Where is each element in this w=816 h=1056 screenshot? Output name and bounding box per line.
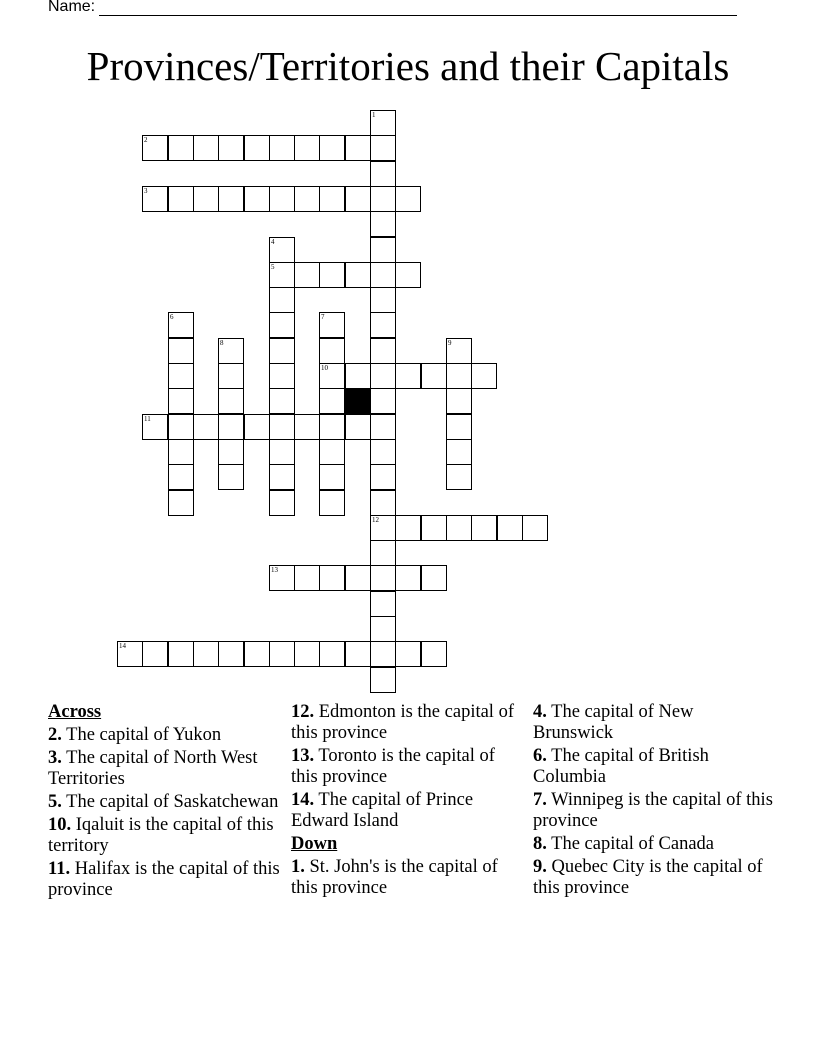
grid-cell[interactable] xyxy=(319,363,345,389)
clue-text: The capital of New Brunswick xyxy=(533,702,694,743)
grid-cell[interactable] xyxy=(370,363,396,389)
grid-cell[interactable] xyxy=(319,464,345,490)
clue-number: 4. xyxy=(533,702,547,722)
grid-cell[interactable] xyxy=(168,464,194,490)
grid-cell[interactable] xyxy=(269,363,295,389)
grid-cell[interactable] xyxy=(446,414,472,440)
clue-number: 9. xyxy=(533,857,547,877)
grid-cell[interactable] xyxy=(370,312,396,338)
clue-across-12 xyxy=(291,702,523,744)
grid-cell[interactable] xyxy=(319,565,345,591)
clue-across-2 xyxy=(48,725,280,746)
grid-cell[interactable] xyxy=(370,439,396,465)
clue-text: The capital of British Columbia xyxy=(533,746,709,787)
grid-cell[interactable] xyxy=(319,186,345,212)
clue-text: St. John's is the capital of this province xyxy=(291,857,498,898)
clue-across-5 xyxy=(48,792,280,813)
grid-cell[interactable] xyxy=(244,135,270,161)
clue-number: 12. xyxy=(291,702,315,722)
name-label: Name: xyxy=(48,0,96,15)
grid-cell[interactable] xyxy=(395,641,421,667)
cell-number: 1 xyxy=(372,111,376,119)
clues-column-2 xyxy=(291,702,523,901)
grid-cell[interactable] xyxy=(269,135,295,161)
grid-cell[interactable] xyxy=(168,414,194,440)
cell-number: 11 xyxy=(144,415,151,423)
clue-number: 6. xyxy=(533,746,547,766)
clue-down-4 xyxy=(533,702,773,744)
grid-cell[interactable] xyxy=(395,363,421,389)
cell-number: 4 xyxy=(271,238,275,246)
grid-cell[interactable] xyxy=(345,565,371,591)
clue-down-1 xyxy=(291,857,523,899)
grid-cell[interactable] xyxy=(421,565,447,591)
clue-across-14 xyxy=(291,790,523,832)
grid-cell[interactable] xyxy=(345,641,371,667)
grid-cell[interactable] xyxy=(269,262,295,288)
clue-text: The capital of Saskatchewan xyxy=(66,792,279,812)
clue-across-10 xyxy=(48,815,280,857)
grid-cell[interactable] xyxy=(345,135,371,161)
clue-text: Winnipeg is the capital of this province xyxy=(533,790,773,831)
grid-cell[interactable] xyxy=(319,641,345,667)
grid-cell[interactable] xyxy=(269,464,295,490)
cell-number: 5 xyxy=(271,263,275,271)
cell-number: 8 xyxy=(220,339,224,347)
grid-cell[interactable] xyxy=(370,161,396,187)
grid-cell[interactable] xyxy=(319,439,345,465)
grid-cell[interactable] xyxy=(471,515,497,541)
clue-number: 5. xyxy=(48,792,62,812)
grid-cell[interactable] xyxy=(269,186,295,212)
cell-number: 9 xyxy=(448,339,452,347)
grid-cell[interactable] xyxy=(345,186,371,212)
clue-text: Toronto is the capital of this province xyxy=(291,746,495,787)
clue-text: The capital of Prince Edward Island xyxy=(291,790,474,831)
grid-cell[interactable] xyxy=(370,186,396,212)
grid-cell[interactable] xyxy=(370,515,396,541)
grid-cell[interactable] xyxy=(269,287,295,313)
grid-cell[interactable] xyxy=(319,490,345,516)
grid-cell[interactable] xyxy=(319,262,345,288)
clue-down-6 xyxy=(533,746,773,788)
grid-cell[interactable] xyxy=(269,388,295,414)
grid-cell[interactable] xyxy=(345,414,371,440)
grid-cell[interactable] xyxy=(294,565,320,591)
grid-cell[interactable] xyxy=(142,186,168,212)
grid-cell[interactable] xyxy=(370,490,396,516)
grid-cell[interactable] xyxy=(319,414,345,440)
grid-cell[interactable] xyxy=(446,363,472,389)
grid-cell[interactable] xyxy=(395,565,421,591)
clue-number: 8. xyxy=(533,834,547,854)
grid-cell[interactable] xyxy=(168,439,194,465)
grid-cell[interactable] xyxy=(370,338,396,364)
grid-cell[interactable] xyxy=(395,262,421,288)
grid-cell[interactable] xyxy=(117,641,143,667)
grid-cell[interactable] xyxy=(294,186,320,212)
clue-number: 14. xyxy=(291,790,315,810)
grid-cell[interactable] xyxy=(244,641,270,667)
grid-cell[interactable] xyxy=(370,414,396,440)
grid-cell[interactable] xyxy=(269,338,295,364)
clue-text: Edmonton is the capital of this province xyxy=(291,702,514,743)
grid-cell[interactable] xyxy=(218,414,244,440)
clue-text: The capital of North West Territories xyxy=(48,748,258,789)
grid-cell[interactable] xyxy=(370,667,396,693)
grid-cell[interactable] xyxy=(269,641,295,667)
grid-cell[interactable] xyxy=(370,110,396,136)
grid-cell[interactable] xyxy=(497,515,523,541)
grid-cell[interactable] xyxy=(446,464,472,490)
grid-cell[interactable] xyxy=(168,490,194,516)
grid-cell[interactable] xyxy=(370,287,396,313)
grid-cell[interactable] xyxy=(269,490,295,516)
grid-cell[interactable] xyxy=(269,237,295,263)
cell-number: 10 xyxy=(321,364,328,372)
grid-cell[interactable] xyxy=(395,515,421,541)
grid-cell[interactable] xyxy=(446,439,472,465)
clue-number: 1. xyxy=(291,857,305,877)
black-cell xyxy=(345,388,371,414)
grid-cell[interactable] xyxy=(168,641,194,667)
grid-cell[interactable] xyxy=(446,388,472,414)
grid-cell[interactable] xyxy=(142,641,168,667)
grid-cell[interactable] xyxy=(244,414,270,440)
grid-cell[interactable] xyxy=(522,515,548,541)
grid-cell[interactable] xyxy=(294,135,320,161)
clue-down-7 xyxy=(533,790,773,832)
clue-number: 11. xyxy=(48,859,71,879)
grid-cell[interactable] xyxy=(168,135,194,161)
grid-cell[interactable] xyxy=(370,211,396,237)
cell-number: 14 xyxy=(119,642,126,650)
clue-text: The capital of Yukon xyxy=(66,725,222,745)
grid-cell[interactable] xyxy=(421,363,447,389)
grid-cell[interactable] xyxy=(193,641,219,667)
grid-cell[interactable] xyxy=(319,312,345,338)
grid-cell[interactable] xyxy=(446,338,472,364)
clues-column-1 xyxy=(48,702,280,903)
grid-cell[interactable] xyxy=(269,312,295,338)
grid-cell[interactable] xyxy=(370,135,396,161)
grid-cell[interactable] xyxy=(269,414,295,440)
grid-cell[interactable] xyxy=(218,388,244,414)
clue-text: The capital of Canada xyxy=(551,834,714,854)
grid-cell[interactable] xyxy=(218,641,244,667)
cell-number: 6 xyxy=(170,313,174,321)
clue-down-9 xyxy=(533,857,773,899)
grid-cell[interactable] xyxy=(142,135,168,161)
clue-number: 3. xyxy=(48,748,62,768)
grid-cell[interactable] xyxy=(193,135,219,161)
grid-cell[interactable] xyxy=(269,439,295,465)
across-heading: Across xyxy=(48,702,102,722)
grid-cell[interactable] xyxy=(193,414,219,440)
down-heading: Down xyxy=(291,834,338,854)
grid-cell[interactable] xyxy=(168,186,194,212)
clue-across-13 xyxy=(291,746,523,788)
grid-cell[interactable] xyxy=(244,186,270,212)
clue-text: Iqaluit is the capital of this territory xyxy=(48,815,274,856)
grid-cell[interactable] xyxy=(446,515,472,541)
grid-cell[interactable] xyxy=(294,262,320,288)
cell-number: 7 xyxy=(321,313,325,321)
grid-cell[interactable] xyxy=(370,616,396,642)
cell-number: 2 xyxy=(144,136,148,144)
grid-cell[interactable] xyxy=(395,186,421,212)
clue-text: Quebec City is the capital of this province xyxy=(533,857,763,898)
grid-cell[interactable] xyxy=(471,363,497,389)
clue-across-11 xyxy=(48,859,280,901)
grid-cell[interactable] xyxy=(319,338,345,364)
grid-cell[interactable] xyxy=(319,135,345,161)
clue-across-3 xyxy=(48,748,280,790)
grid-cell[interactable] xyxy=(168,388,194,414)
grid-cell[interactable] xyxy=(168,338,194,364)
grid-cell[interactable] xyxy=(421,515,447,541)
grid-cell[interactable] xyxy=(370,464,396,490)
grid-cell[interactable] xyxy=(168,312,194,338)
grid-cell[interactable] xyxy=(370,540,396,566)
clue-text: Halifax is the capital of this province xyxy=(48,859,280,900)
grid-cell[interactable] xyxy=(218,338,244,364)
grid-cell[interactable] xyxy=(269,565,295,591)
grid-cell[interactable] xyxy=(142,414,168,440)
clue-down-8 xyxy=(533,834,773,855)
grid-cell[interactable] xyxy=(370,641,396,667)
grid-cell[interactable] xyxy=(218,464,244,490)
grid-cell[interactable] xyxy=(370,262,396,288)
grid-cell[interactable] xyxy=(370,591,396,617)
page-title: Provinces/Territories and their Capitals xyxy=(86,43,730,89)
grid-cell[interactable] xyxy=(370,565,396,591)
cell-number: 12 xyxy=(372,516,379,524)
grid-cell[interactable] xyxy=(370,388,396,414)
grid-cell[interactable] xyxy=(345,363,371,389)
grid-cell[interactable] xyxy=(218,135,244,161)
grid-cell[interactable] xyxy=(218,363,244,389)
grid-cell[interactable] xyxy=(218,439,244,465)
cell-number: 3 xyxy=(144,187,148,195)
clues-column-3 xyxy=(533,702,773,901)
clue-number: 2. xyxy=(48,725,62,745)
clue-number: 7. xyxy=(533,790,547,810)
grid-cell[interactable] xyxy=(370,237,396,263)
grid-cell[interactable] xyxy=(193,186,219,212)
clue-number: 13. xyxy=(291,746,315,766)
grid-cell[interactable] xyxy=(168,363,194,389)
grid-cell[interactable] xyxy=(345,262,371,288)
cell-number: 13 xyxy=(271,566,278,574)
grid-cell[interactable] xyxy=(294,641,320,667)
grid-cell[interactable] xyxy=(319,388,345,414)
grid-cell[interactable] xyxy=(294,414,320,440)
clue-number: 10. xyxy=(48,815,72,835)
grid-cell[interactable] xyxy=(421,641,447,667)
grid-cell[interactable] xyxy=(218,186,244,212)
